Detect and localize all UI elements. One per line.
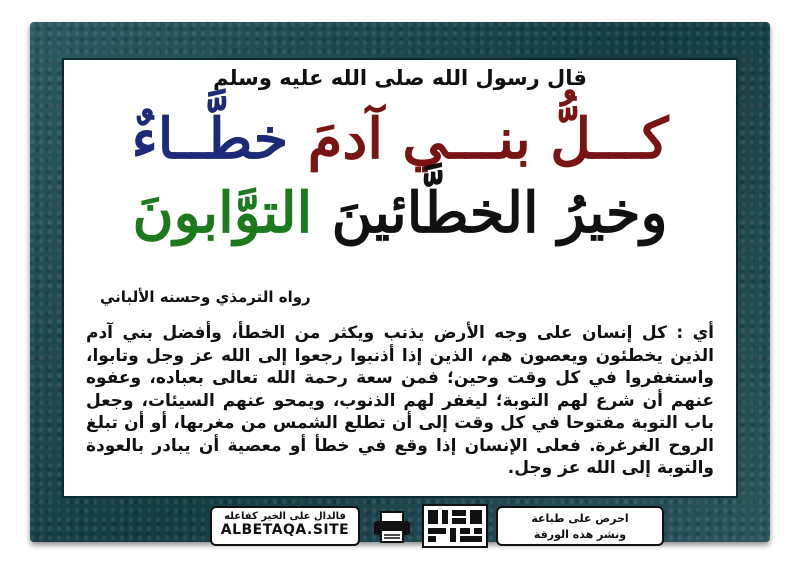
title-line-2 (64, 180, 736, 246)
hadith-intro: قال رسول الله صلى الله عليه وسلم (213, 66, 587, 90)
explanation-text: أي : كل إنسان على وجه الأرض يذنب ويكثر من الخطأ، وأفضل بني آدم الذين يخطئون ويعصون هم، الذين إذا أذنبوا رجعوا إلى الله عز وجل وتابوا، واستغفروا في كل وقت وحين؛ فمن سعة رحمة الله تعالى بعباده، وعفوه عنهم أن شرع لهم التوبة؛ ليغفر لهم الذنوب، ويمحو عنهم السيئات، وجعل باب التوبة مفتوحا في كل وقت إلى أن تطلع الشمس من مغربها، أو أن تبلغ الروح الغرغرة. فعلى الإنسان إذا وقع في خطأ أو معصية أن يبادر بالعودة والتوبة إلى الله عز وجل. (86, 323, 714, 478)
title-line-1 (64, 106, 736, 172)
title-word-adam: آدمَ (307, 106, 383, 172)
title-word-kull-bani: كـــلُّ بنـــي (402, 106, 669, 172)
dawah-logo-icon (422, 504, 488, 548)
title-word-khattaa: خطَّــاءٌ (131, 106, 289, 172)
footer-bar (210, 504, 666, 550)
footer-print-line-1: احرص على طباعة (531, 512, 629, 525)
content-card (62, 58, 738, 541)
hadith-source: رواه الترمذي وحسنه الألباني (100, 288, 311, 306)
footer-print-box (496, 506, 664, 546)
title-word-khair: وخيرُ الخطَّائينَ (331, 180, 668, 246)
title-word-tawwabun: التوَّابونَ (132, 180, 313, 246)
footer-print-line-2: ونشر هذه الورقة (533, 528, 627, 541)
printer-icon (372, 510, 412, 544)
footer-motto: فالدال على الخير كفاعله (224, 511, 346, 522)
footer-site-box[interactable] (210, 506, 360, 546)
footer-site-link[interactable]: ALBETAQA.SITE (220, 522, 350, 538)
